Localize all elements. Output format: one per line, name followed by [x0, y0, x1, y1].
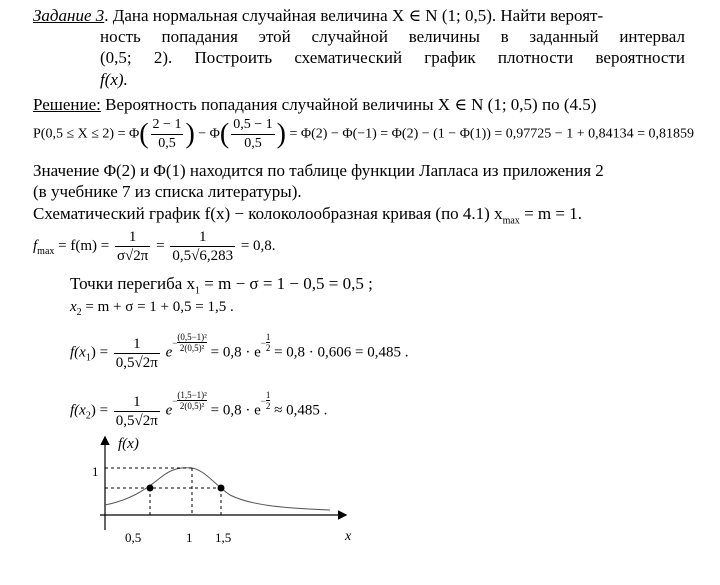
x-tick-05: 0,5 — [125, 530, 142, 545]
probability-formula: P(0,5 ≤ X ≤ 2) = Φ( $\frac{2 - 1}{0,5}$ ) − Φ( $\frac{0,5 - 1}{0,5}$ ) = Φ(2) − Φ(−1) = Φ(2) − (1 − Φ(1)) = 0,97725 − 1 + 0,84134 = 0,81859 — [33, 117, 694, 151]
task-label: Задание 3 — [33, 6, 105, 25]
fraction-1: $\frac{2 - 1}{0,5}$ — [152, 117, 182, 151]
formula-lhs: P(0,5 ≤ X ≤ 2) = Φ — [33, 126, 140, 142]
fx1-exponent: − $\frac{\text{(0,5−1)²}}{\text{2(0,5)²}}$ — [172, 332, 207, 353]
fx1-formula: $f(x_1)$ = $\frac{1}{0,5√2\pi}$ e− $\frac{\text{(0,5−1)²}}{\text{2(0,5)²}} = 0,8 \cdot e-$ $\frac{1}{2} = 0,8 \cdot 0,606 = 0,485$ . — [70, 332, 409, 371]
inflection-line-1: Точки перегиба $x_1 = m - \sigma = 1 - 0,5 = 0,5$ ; — [70, 274, 373, 297]
x-tick-15: 1,5 — [215, 530, 232, 545]
fraction-2: $\frac{0,5 - 1}{0,5}$ — [233, 117, 273, 151]
y-tick-label: 1 — [92, 464, 99, 479]
formula-minus-phi: − Φ — [194, 126, 220, 142]
x-tick-1: 1 — [186, 530, 193, 545]
fmax-formula: $f_{max} = f(m)$ = $\frac{1}{\sigma√2\pi}$ = $\frac{1}{0,5√6,283}$ = 0,8. — [33, 229, 276, 264]
task-text-1: . Дана нормальная случайная величина X ∈ N (1; 0,5). Найти вероят- — [104, 6, 604, 25]
x-axis-label: x — [345, 529, 352, 544]
inflection-point-2 — [218, 485, 225, 492]
fx2-formula: $f(x_2)$ = $\frac{1}{0,5√2\pi}$ e− $\frac{\text{(1,5−1)²}}{\text{2(0,5)²}} = 0,8 \cdot e-$ $\frac{1}{2} \approx 0,485$ . — [70, 390, 328, 429]
inflection-line-2: $x_2 = m + \sigma = 1 + 0,5 = 1,5$ . — [70, 299, 234, 318]
formula-rhs: = Φ(2) − Φ(−1) = Φ(2) − (1 − Φ(1)) = 0,97725 − 1 + 0,84134 = 0,81859 — [285, 126, 694, 142]
task-line-2: ность попадания этой случайной величины в заданный интервал — [100, 27, 685, 46]
density-curve — [105, 468, 330, 510]
task-line-3: (0,5; 2). Построить схематический график плотности вероятности — [100, 48, 685, 67]
solution-label: Решение: — [33, 95, 101, 114]
note-line-1: Значение Φ(2) и Φ(1) находится по таблице функции Лапласа из приложения 2 — [33, 161, 604, 180]
inflection-point-1 — [147, 485, 154, 492]
fmax-fraction-2: $\frac{1}{0,5√6,283}$ — [172, 229, 234, 264]
solution-text-1: Вероятность попадания случайной величины X ∈ N (1; 0,5) по (4.5) — [100, 95, 597, 114]
y-axis-label: f(x) — [118, 436, 139, 452]
note-line-2: (в учебнике 7 из списка литературы). — [33, 182, 302, 201]
fmax-fraction-1: $\frac{1}{\sigma√2\pi}$ — [116, 229, 149, 264]
schematic-line: Схематический график f(x) − колоколообразная кривая (по 4.1) $x_{max} = m = 1$. — [33, 204, 582, 227]
fx2-exponent: − $\frac{\text{(1,5−1)²}}{\text{2(0,5)²}}$ — [172, 390, 207, 411]
task-line-4: f(x). — [100, 70, 128, 89]
